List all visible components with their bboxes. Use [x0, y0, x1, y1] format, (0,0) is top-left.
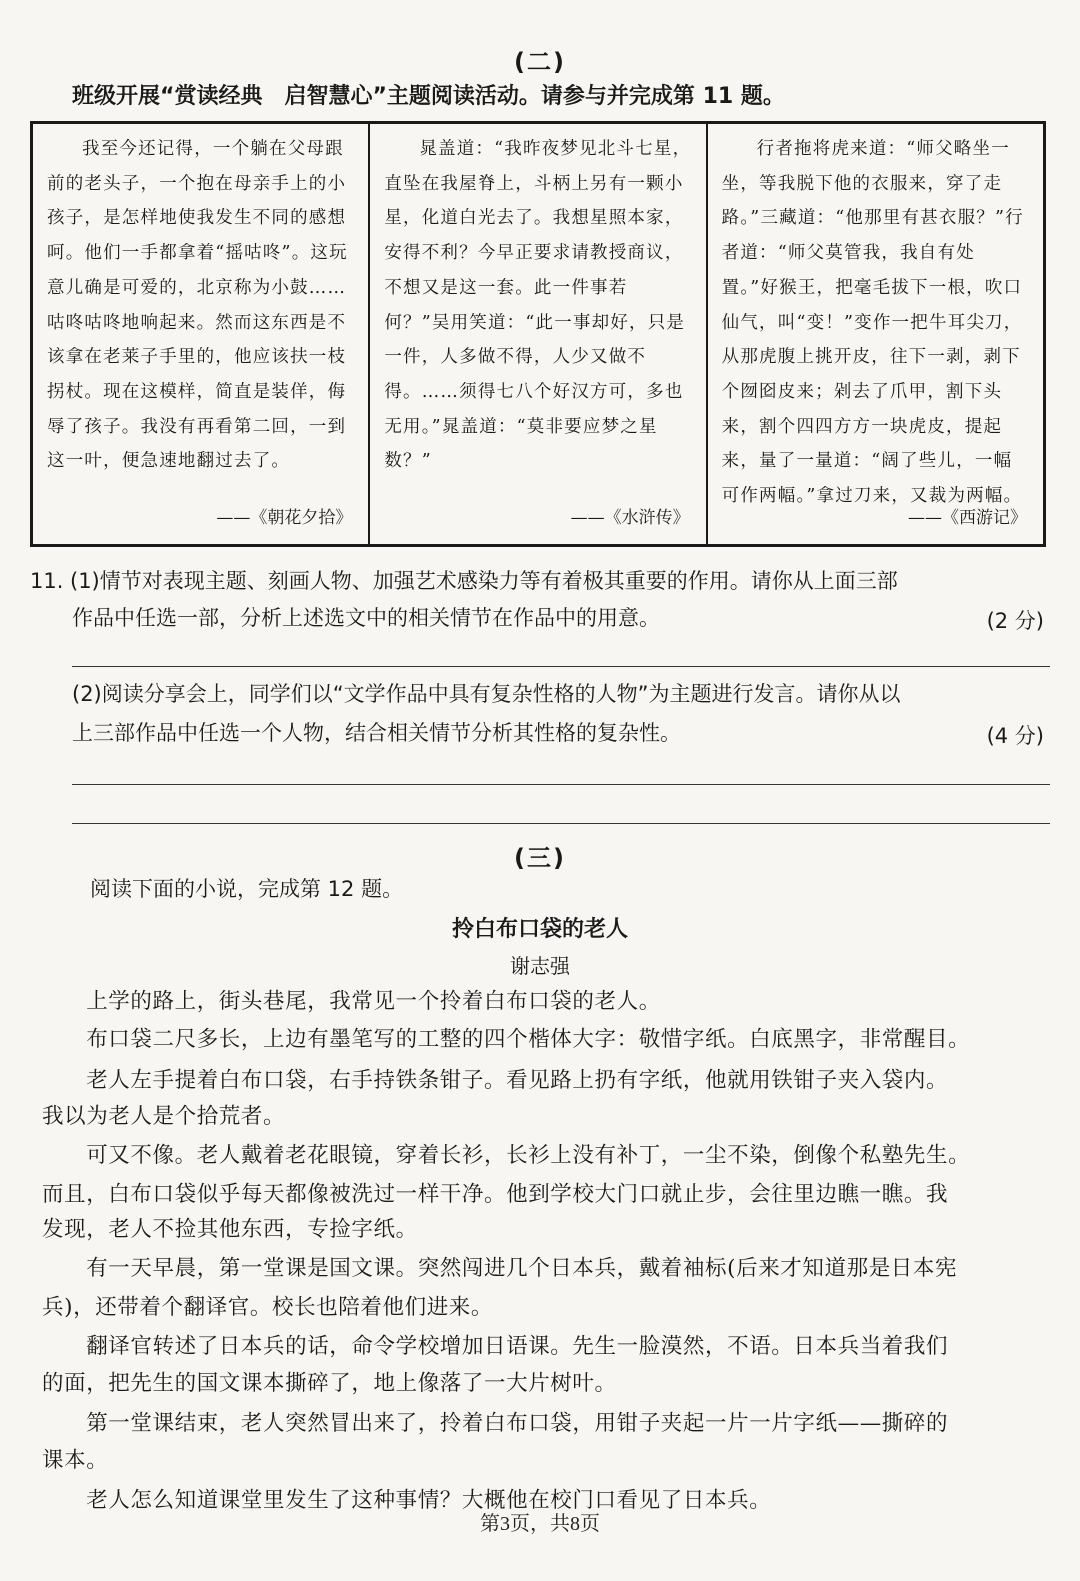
section-3-heading: (三): [514, 844, 566, 872]
story-line: 而且，白布口袋似乎每天都像被洗过一样干净。他到学校大门口就止步，会往里边瞧一瞧。我: [42, 1182, 949, 1207]
question-11-part2-line1: (2)阅读分享会上，同学们以“文学作品中具有复杂性格的人物”为主题进行发言。请你从以: [72, 682, 901, 706]
question-11-part1-line2: 作品中任选一部，分析上述选文中的相关情节在作品中的用意。: [72, 606, 660, 630]
excerpt-source-1: ——《朝花夕拾》: [216, 508, 353, 529]
excerpt-box: [30, 121, 1046, 547]
answer-line-3[interactable]: [72, 823, 1050, 824]
story-line: 布口袋二尺多长，上边有墨笔写的工整的四个楷体大字：敬惜字纸。白底黑字，非常醒目。: [42, 1027, 971, 1052]
answer-line-1[interactable]: [72, 666, 1050, 667]
question-11-number: 11.: [30, 569, 64, 593]
story-line: 可又不像。老人戴着老花眼镜，穿着长衫，长衫上没有补丁，一尘不染，倒像个私塾先生。: [42, 1143, 971, 1168]
excerpt-source-2: ——《水浒传》: [570, 508, 690, 529]
story-line: 兵)，还带着个翻译官。校长也陪着他们进来。: [42, 1295, 493, 1320]
story-line: 发现，老人不捡其他东西，专捡字纸。: [42, 1217, 418, 1242]
story-line: 老人怎么知道课堂里发生了这种事情？大概他在校门口看见了日本兵。: [42, 1488, 772, 1513]
excerpt-text-2: 晁盖道：“我昨夜梦见北斗七星，直坠在我屋脊上，斗柄上另有一颗小星，化道白光去了。我想星照本家，安得不利？今早正要求请教授商议，不想又是这一套。此一件事若何？”吴用笑道：“此一事却好，只是一件，人多做不得，人少又做不得。……须得七八个好汉方可，多也无用。”晁盖道：“莫非要应梦之星数？”: [384, 139, 692, 472]
story-author: 谢志强: [510, 954, 570, 978]
excerpt-column-3: [706, 124, 1043, 544]
section-2-intro: 班级开展“赏读经典 启智慧心”主题阅读活动。请参与并完成第 11 题。: [72, 84, 785, 109]
story-line: 课本。: [42, 1448, 109, 1473]
story-title: 拎白布口袋的老人: [451, 917, 628, 942]
story-line: 我以为老人是个拾荒者。: [42, 1104, 286, 1129]
page-number: 第3页，共8页: [480, 1513, 600, 1535]
answer-line-2[interactable]: [72, 784, 1050, 785]
excerpt-source-3: ——《西游记》: [907, 508, 1027, 529]
section-3-intro: 阅读下面的小说，完成第 12 题。: [90, 877, 404, 901]
question-11-part1-score: (2 分): [986, 609, 1044, 633]
question-11-part2-line2: 上三部作品中任选一个人物，结合相关情节分析其性格的复杂性。: [72, 721, 681, 745]
story-line: 上学的路上，街头巷尾，我常见一个拎着白布口袋的老人。: [42, 989, 661, 1014]
section-2-heading: (二): [514, 48, 566, 76]
story-line: 翻译官转述了日本兵的话，命令学校增加日语课。先生一脸漠然，不语。日本兵当着我们: [42, 1334, 949, 1359]
question-11-part1-line1: (1)情节对表现主题、刻画人物、加强艺术感染力等有着极其重要的作用。请你从上面三部: [70, 569, 898, 593]
story-line: 的面，把先生的国文课本撕碎了，地上像落了一大片树叶。: [42, 1371, 617, 1396]
question-11-part2-score: (4 分): [986, 724, 1044, 748]
story-line: 老人左手提着白布口袋，右手持铁条钳子。看见路上扔有字纸，他就用铁钳子夹入袋内。: [42, 1068, 949, 1093]
story-line: 第一堂课结束，老人突然冒出来了，拎着白布口袋，用钳子夹起一片一片字纸——撕碎的: [42, 1411, 949, 1436]
excerpt-text-3: 行者拖将虎来道：“师父略坐一坐，等我脱下他的衣服来，穿了走路。”三藏道：“他那里有甚衣服？”行者道：“师父莫管我，我自有处置。”好猴王，把毫毛拔下一根，吹口仙气，叫“变！”变作一把牛耳尖刀，从那虎腹上挑开皮，往下一剥，剥下个囫囵皮来；剁去了爪甲，割下头来，割个四四方方一块虎皮，提起来，量了一量道：“阔了些儿，一幅可作两幅。”拿过刀来，又裁为两幅。: [721, 139, 1024, 507]
excerpt-text-1: 我至今还记得，一个躺在父母跟前的老头子，一个抱在母亲手上的小孩子，是怎样地使我发生不同的感想呵。他们一手都拿着“摇咕咚”。这玩意儿确是可爱的，北京称为小鼓……咕咚咕咚地响起来。然而这东西是不该拿在老莱子手里的，他应该扶一枝拐杖。现在这模样，简直是装佯，侮辱了孩子。我没有再看第二回，一到这一叶，便急速地翻过去了。: [47, 139, 348, 472]
excerpt-column-2: [368, 124, 705, 544]
story-line: 有一天早晨，第一堂课是国文课。突然闯进几个日本兵，戴着袖标(后来才知道那是日本宪: [42, 1256, 958, 1281]
excerpt-column-1: [33, 124, 368, 544]
